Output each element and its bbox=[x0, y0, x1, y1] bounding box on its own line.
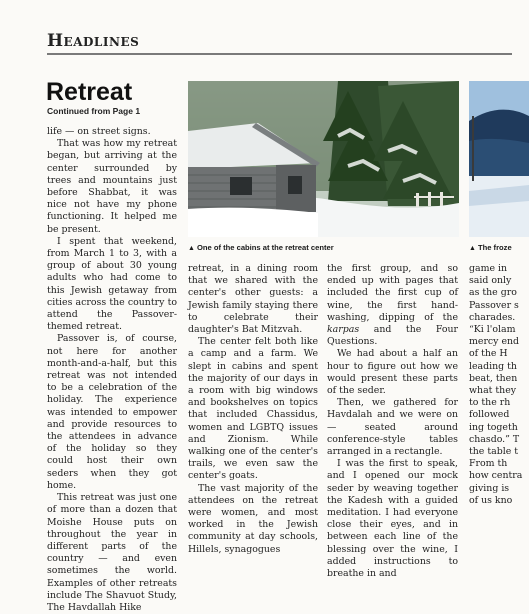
text-line: game in bbox=[469, 263, 508, 274]
text-line: how centra bbox=[469, 470, 523, 482]
text-line: mercy end bbox=[469, 336, 520, 348]
paragraph: life — on street signs. bbox=[47, 126, 151, 137]
text-line: as the gro bbox=[469, 287, 517, 299]
triangle-up-icon: ▲ bbox=[469, 245, 476, 252]
cabin-photo bbox=[188, 81, 459, 237]
paragraph: The vast majority of the attendees on the retreat were women, and most worked in the Jewish community at day schools, Hillels, synagogues bbox=[188, 482, 318, 555]
continued-page-link[interactable]: Page 1 bbox=[112, 106, 141, 116]
text-line: ing togeth bbox=[469, 421, 518, 433]
photo-caption: ▲ The froze bbox=[469, 243, 512, 252]
lake-illustration bbox=[469, 81, 529, 237]
continued-prefix: Continued from bbox=[47, 106, 113, 116]
cabin-illustration bbox=[188, 81, 459, 237]
article-column-2 bbox=[188, 263, 318, 556]
text-line: followed bbox=[469, 409, 510, 421]
article-column-3 bbox=[327, 263, 458, 580]
paragraph: Passover is, of course, not here for another month-and-a-half, but this retreat was not intended to be a celebration of the holiday. The experience was intended to empower and provide resources to the attendees in advance of the holiday so they could host their own seders when they got home. bbox=[47, 333, 177, 491]
text-line: charades. bbox=[469, 311, 516, 323]
paragraph: I spent that weekend, from March 1 to 3, with a group of about 30 young adults who had come to this Jewish getaway from cities across the country to attend the Passover-themed retreat. bbox=[47, 235, 177, 333]
text-line: what they bbox=[469, 385, 517, 397]
text-line: said only bbox=[469, 275, 512, 287]
text-line: of the H bbox=[469, 348, 508, 360]
continued-line bbox=[47, 106, 140, 116]
text-line: From th bbox=[469, 458, 508, 470]
frozen-lake-photo bbox=[469, 81, 529, 237]
text-line: chasdo.” T bbox=[469, 433, 520, 445]
text-line: Passover s bbox=[469, 299, 519, 311]
triangle-up-icon: ▲ bbox=[188, 245, 195, 252]
text-line: beat, then bbox=[469, 372, 518, 384]
paragraph: I was the first to speak, and I opened our mock seder by weaving together the Kadesh with a guided meditation. I had everyone close their eyes, and in between each line of the blessing over the wine, I added instructions to breathe in and bbox=[327, 458, 458, 580]
paragraph: This retreat was just one of more than a dozen that Moishe House puts on throughout the year in different parts of the country — and even sometimes the world. Examples of other retreats include The Shavuot Study, The Havdallah Hike bbox=[47, 492, 177, 613]
article-column-4 bbox=[469, 263, 529, 507]
article-column-1 bbox=[47, 126, 177, 614]
text-line: “Ki l'olam bbox=[469, 324, 516, 336]
paragraph: the first group, and so ended up with pages that included the first cup of wine, the first hand-washing, dipping of the karpas and the Four Questions. bbox=[327, 263, 458, 348]
paragraph: Then, we gathered for Havdalah and we were on — seated around conference-style tables arranged in a rectangle. bbox=[327, 397, 458, 458]
text-line: to the rh bbox=[469, 397, 511, 409]
text-line: leading th bbox=[469, 360, 517, 372]
text-line: the table t bbox=[469, 446, 518, 458]
text-line: of us kno bbox=[469, 494, 513, 506]
paragraph: That was how my retreat began, but arriving at the center surrounded by trees and mountains just before Shabbat, it was nice not have my phone functioning. It helped me be present. bbox=[47, 138, 177, 235]
paragraph: We had about a half an hour to figure out how we would present these parts of the seder. bbox=[327, 348, 458, 397]
section-rule bbox=[47, 53, 512, 55]
article-title: Retreat bbox=[46, 78, 133, 106]
paragraph: retreat, in a dining room that we shared with the center's other guests: a Jewish family staying there to celebrate their daughter's Bat Mitzvah. bbox=[188, 263, 318, 336]
section-header: Headlines bbox=[47, 31, 140, 51]
photo-caption: ▲ One of the cabins at the retreat center bbox=[188, 243, 334, 252]
text-line: giving is bbox=[469, 482, 510, 494]
paragraph: The center felt both like a camp and a farm. We slept in cabins and spent the majority of our days in a room with big windows and bookshelves on topics that included Chassidus, women and LGBTQ issues and Zionism. While walking one of the center's trails, we even saw the center's goats. bbox=[188, 336, 318, 482]
